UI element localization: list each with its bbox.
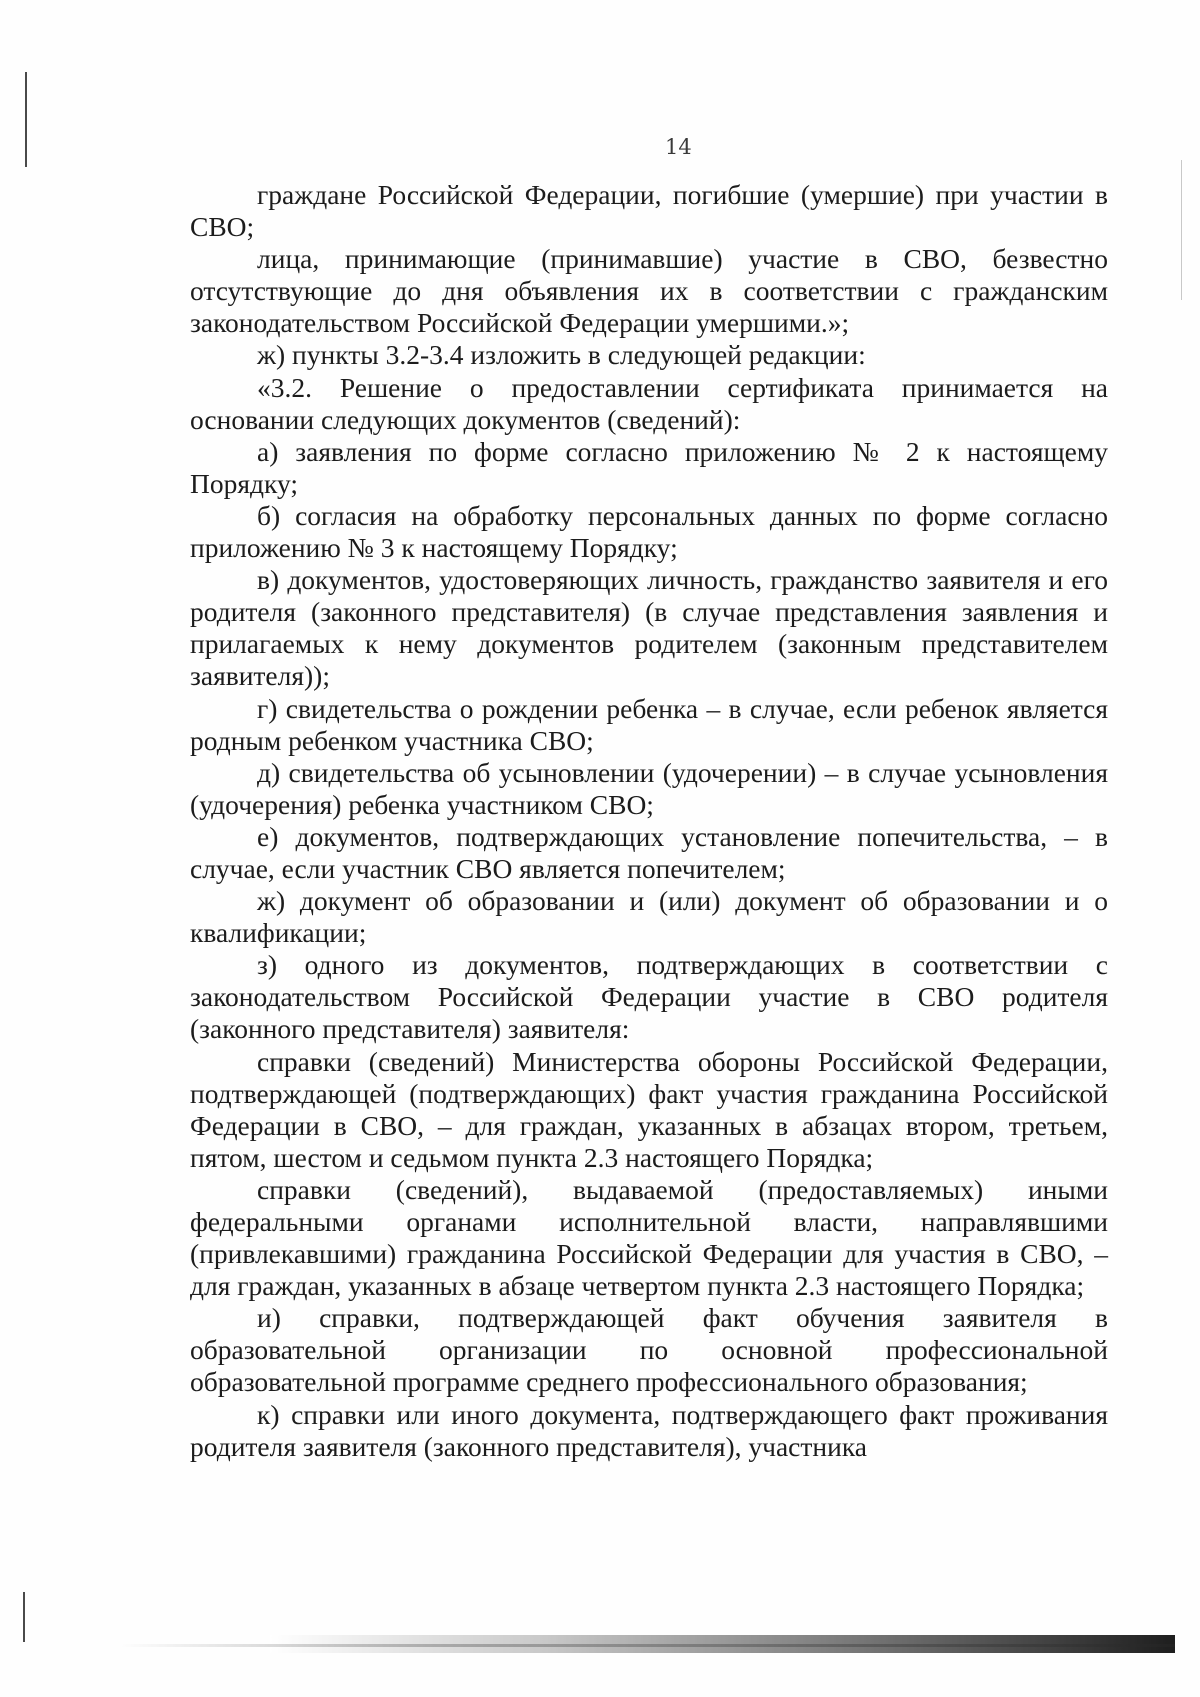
scan-bottom-line	[120, 1644, 1175, 1647]
paragraph: в) документов, удостоверяющих личность, гражданство заявителя и его родителя (законного представителя) (в случае представления заявления и прилагаемых к нему документов родителем (законным представителем заявителя));	[190, 564, 1108, 692]
paragraph: справки (сведений), выдаваемой (предоставляемых) иными федеральными органами исполнительной власти, направлявшими (привлекавшими) гражданина Российской Федерации для участия в СВО, – для граждан, указанных в абзаце четвертом пункта 2.3 настоящего Порядка;	[190, 1173, 1108, 1302]
paragraph: «3.2. Решение о предоставлении сертификата принимается на основании следующих документов (сведений):	[190, 371, 1108, 435]
paragraph: граждане Российской Федерации, погибшие (умершие) при участии в СВО;	[190, 179, 1108, 243]
paragraph: справки (сведений) Министерства обороны Российской Федерации, подтверждающей (подтверждающих) факт участия гражданина Российской Федерации в СВО, – для граждан, указанных в абзацах втором, третьем, пятом, шестом и седьмом пункта 2.3 настоящего Порядка;	[190, 1045, 1108, 1173]
paragraph: б) согласия на обработку персональных данных по форме согласно приложению № 3 к настоящему Порядку;	[190, 499, 1108, 564]
paragraph: к) справки или иного документа, подтверждающего факт проживания родителя заявителя (законного представителя), участника	[190, 1398, 1108, 1462]
paragraph: а) заявления по форме согласно приложению № 2 к настоящему Порядку;	[190, 435, 1108, 499]
document-body	[190, 179, 1108, 1463]
paragraph: з) одного из документов, подтверждающих в соответствии с законодательством Российской Федерации участие в СВО родителя (законного представителя) заявителя:	[190, 949, 1108, 1045]
paragraph: лица, принимающие (принимавшие) участие в СВО, безвестно отсутствующие до дня объявления их в соответствии с гражданским законодательством Российской Федерации умершими.»;	[190, 243, 1108, 339]
paragraph: и) справки, подтверждающей факт обучения заявителя в образовательной организации по основной профессиональной образовательной программе среднего профессионального образования;	[190, 1302, 1108, 1398]
page-number: 14	[665, 135, 692, 159]
scan-edge-line	[25, 72, 27, 167]
paragraph: ж) пункты 3.2-3.4 изложить в следующей редакции:	[257, 339, 866, 371]
paragraph: г) свидетельства о рождении ребенка – в случае, если ребенок является родным ребенком участника СВО;	[190, 692, 1108, 756]
paragraph: е) документов, подтверждающих установление попечительства, – в случае, если участник СВО является попечителем;	[190, 820, 1108, 884]
paragraph: д) свидетельства об усыновлении (удочерении) – в случае усыновления (удочерения) ребенка участником СВО;	[190, 756, 1108, 820]
scan-edge-line	[1181, 160, 1182, 300]
scan-edge-line	[23, 1592, 25, 1642]
paragraph: ж) документ об образовании и (или) документ об образовании и о квалификации;	[190, 885, 1108, 949]
